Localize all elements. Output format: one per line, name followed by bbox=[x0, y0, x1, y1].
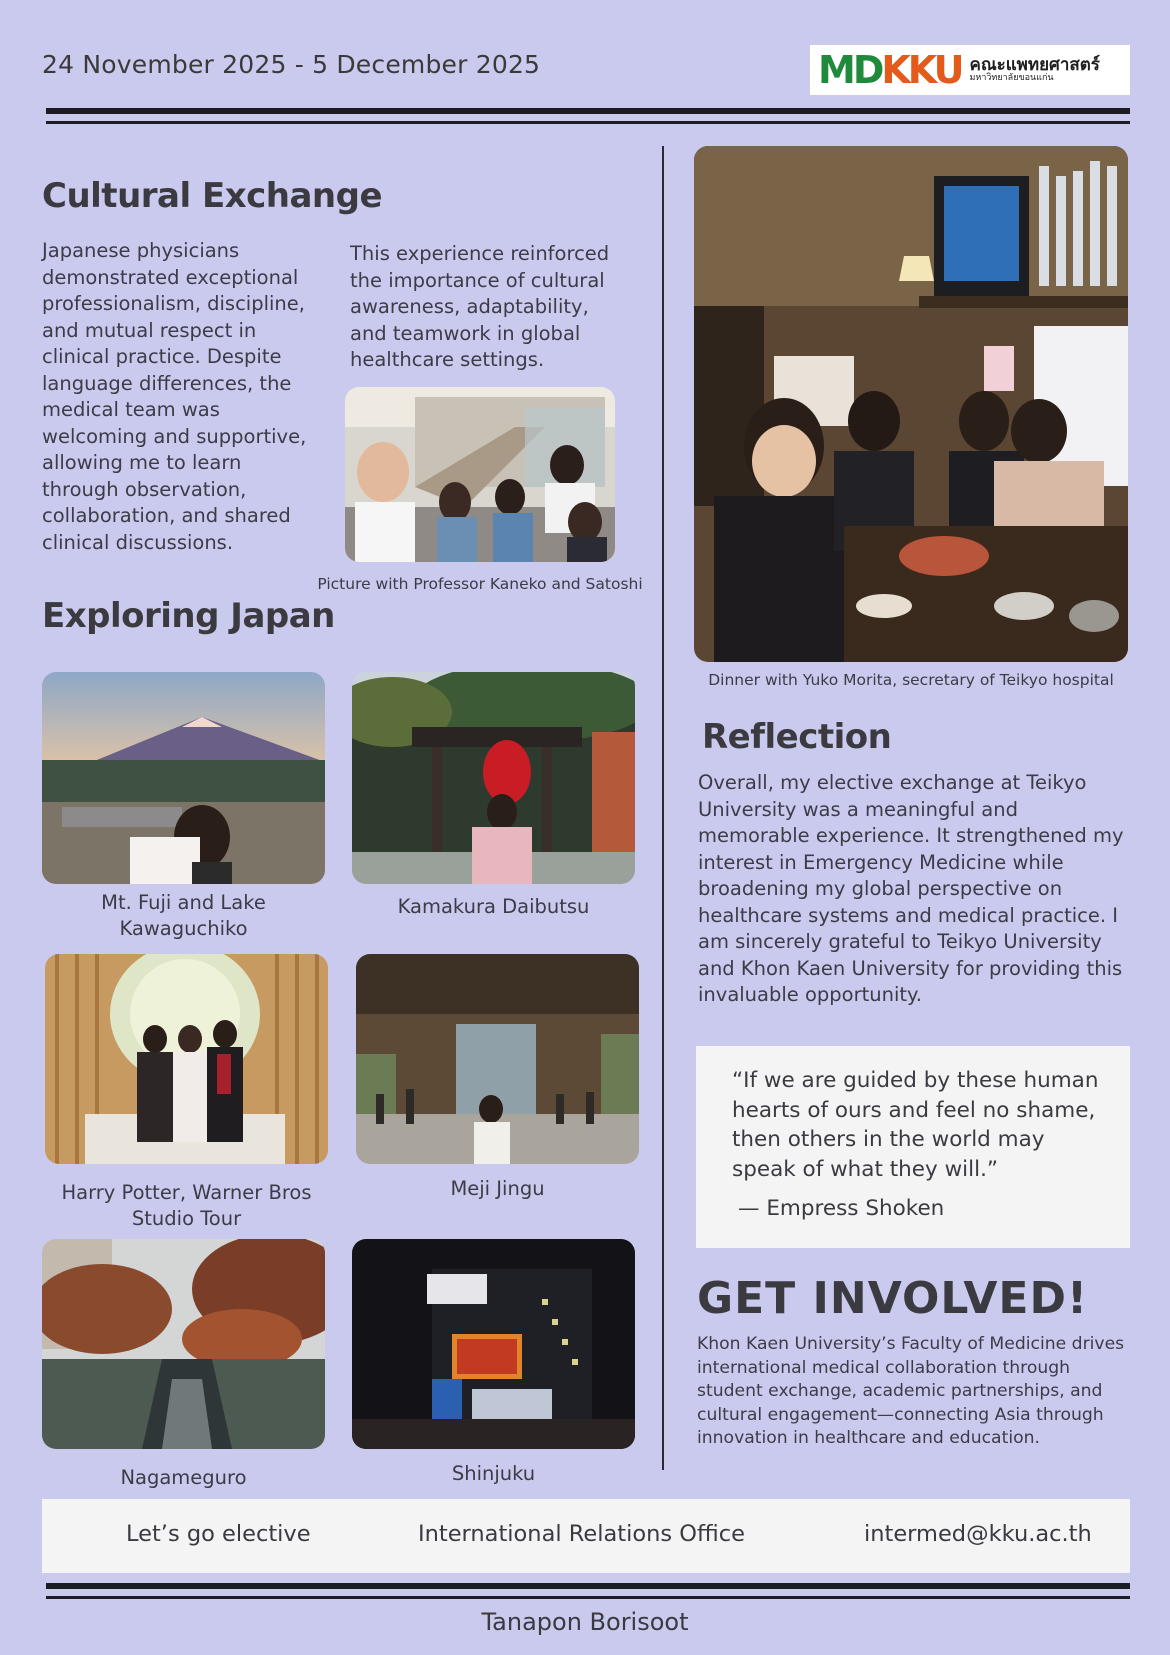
footer-email-link[interactable]: intermed@kku.ac.th bbox=[864, 1521, 1092, 1547]
meiji-jingu-photo bbox=[356, 954, 639, 1164]
cultural-exchange-title: Cultural Exchange bbox=[42, 176, 383, 216]
quote-text: “If we are guided by these human hearts of ours and feel no shame, then others in the world may speak of what they will.” bbox=[732, 1068, 1099, 1182]
faculty-logo bbox=[810, 45, 1130, 95]
footer-rule-thin bbox=[46, 1596, 1130, 1599]
logo-faculty-name: คณะแพทยศาสตร์ bbox=[969, 54, 1100, 75]
author-name: Tanapon Borisoot bbox=[481, 1608, 689, 1636]
mt-fuji-caption: Mt. Fuji and Lake Kawaguchiko bbox=[101, 891, 266, 940]
logo-text bbox=[969, 56, 1100, 85]
dinner-caption: Dinner with Yuko Morita, secretary of Teikyo hospital bbox=[708, 671, 1114, 689]
quote-box bbox=[696, 1046, 1130, 1248]
logo-kku: KKU bbox=[881, 48, 962, 92]
dinner-photo bbox=[694, 146, 1128, 662]
column-divider bbox=[662, 146, 664, 1470]
header-rule-thin bbox=[46, 121, 1130, 124]
harry-potter-photo bbox=[45, 954, 328, 1164]
footer-office: International Relations Office bbox=[418, 1521, 745, 1547]
date-range: 24 November 2025 - 5 December 2025 bbox=[42, 50, 541, 79]
logo-university-name: มหาวิทยาลัยขอนแก่น bbox=[969, 73, 1054, 84]
exploring-japan-title: Exploring Japan bbox=[42, 596, 335, 636]
mt-fuji-photo bbox=[42, 672, 325, 884]
harry-potter-caption: Harry Potter, Warner Bros Studio Tour bbox=[61, 1181, 312, 1230]
header-rule-thick bbox=[46, 108, 1130, 114]
nakameguro-photo bbox=[42, 1239, 325, 1449]
kamakura-caption: Kamakura Daibutsu bbox=[397, 895, 590, 918]
logo-md: MD bbox=[818, 48, 882, 92]
nakameguro-caption: Nagameguro bbox=[120, 1466, 247, 1489]
logo-mark bbox=[818, 48, 962, 92]
meiji-jingu-caption: Meji Jingu bbox=[450, 1177, 545, 1200]
footer-bar bbox=[42, 1499, 1130, 1573]
professor-photo-caption: Picture with Professor Kaneko and Satoshi bbox=[317, 575, 643, 593]
cultural-exchange-paragraph-right: This experience reinforced the importance of cultural awareness, adaptability, and teamwork in global healthcare settings. bbox=[350, 242, 610, 371]
reflection-text: Overall, my elective exchange at Teikyo University was a meaningful and memorable experience. It strengthened my interest in Emergency Medicine while broadening my global perspective on healthcare systems and medical practice. I am sincerely grateful to Teikyo University and Khon Kaen University for providing this invaluable opportunity. bbox=[698, 771, 1124, 1006]
cultural-exchange-paragraph-left: Japanese physicians demonstrated exceptional professionalism, discipline, and mutual respect in clinical practice. Despite language differences, the medical team was welcoming and supportive, allowing me to learn through observation, collaboration, and shared clinical discussions. bbox=[42, 239, 307, 554]
footer-rule-thick bbox=[46, 1583, 1130, 1589]
professor-group-photo bbox=[345, 387, 615, 562]
footer-tagline: Let’s go elective bbox=[126, 1521, 311, 1547]
kamakura-photo bbox=[352, 672, 635, 884]
get-involved-title: GET INVOLVED! bbox=[697, 1273, 1089, 1324]
reflection-title: Reflection bbox=[702, 717, 892, 757]
shinjuku-caption: Shinjuku bbox=[451, 1462, 536, 1485]
get-involved-text: Khon Kaen University’s Faculty of Medicine drives international medical collaboration through student exchange, academic partnerships, and cultural engagement—connecting Asia through innovation in healthcare and education. bbox=[697, 1334, 1125, 1448]
shinjuku-photo bbox=[352, 1239, 635, 1449]
quote-author: — Empress Shoken bbox=[738, 1196, 945, 1221]
